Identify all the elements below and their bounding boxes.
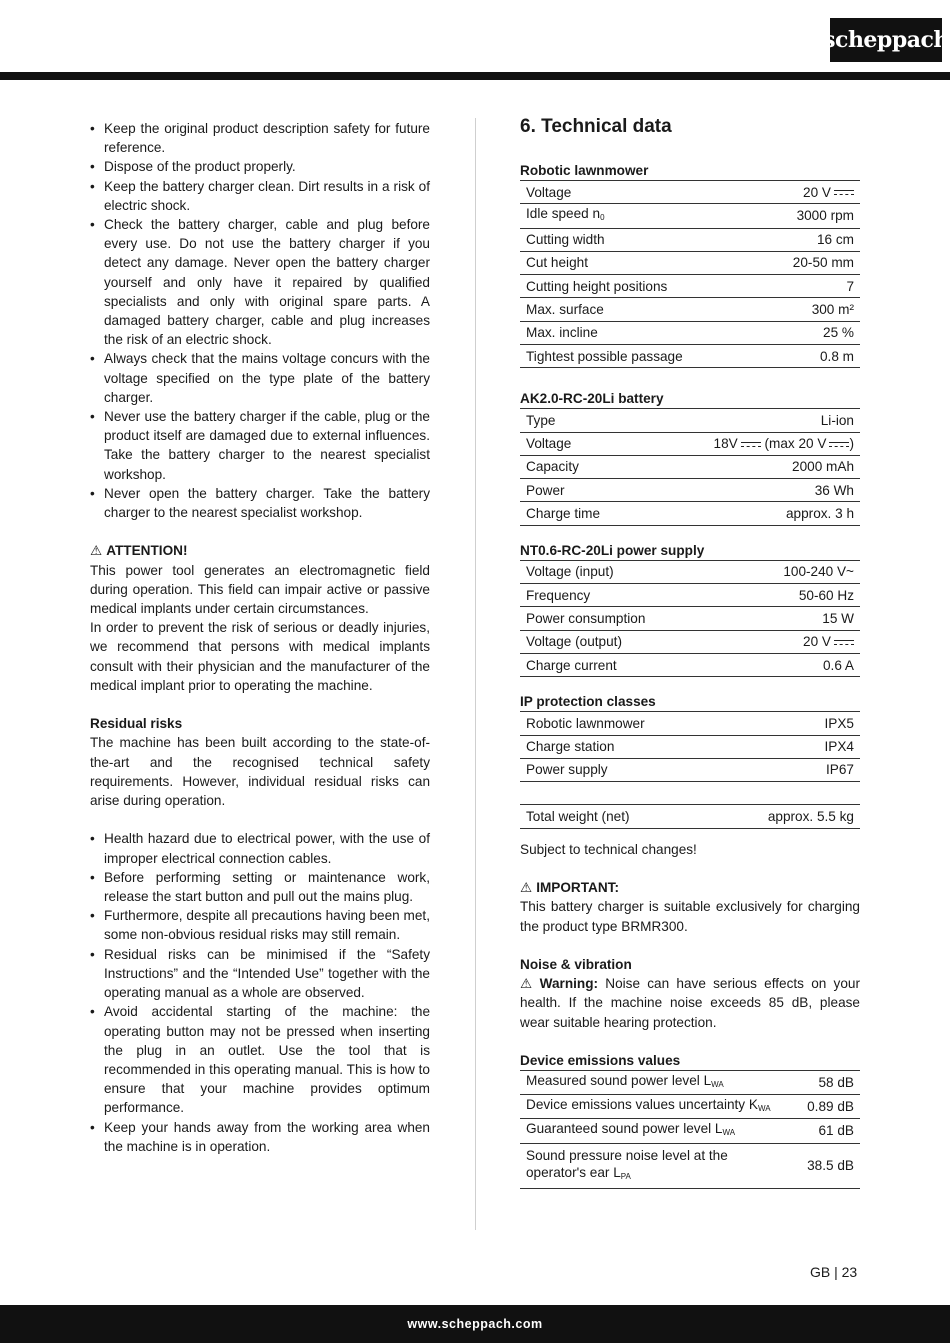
important-heading: ⚠ IMPORTANT:	[520, 880, 619, 896]
warning-icon: ⚠	[90, 543, 103, 559]
table-row	[520, 782, 860, 805]
table-row: Total weight (net) approx. 5.5 kg	[520, 805, 860, 828]
table-row: Voltage 20 V	[520, 181, 860, 204]
table-row: Measured sound power level $L_{WA}$ 58 dB	[520, 1070, 860, 1094]
noise-warning: ⚠ Warning: Noise can have serious effects on your health. If the machine noise exceeds 85 dB, please wear suitable hearing protection.	[520, 976, 861, 1030]
brand-logo: scheppach	[830, 18, 942, 62]
mower-spec-table	[520, 180, 860, 368]
table-row: Charge time approx. 3 h	[520, 502, 860, 525]
mower-table-title: Robotic lawnmower	[520, 163, 649, 178]
page-number: GB | 23	[810, 1264, 858, 1280]
emissions-table-title: Device emissions values	[520, 1052, 681, 1068]
table-row: Robotic lawnmower IPX5	[520, 712, 860, 735]
noise-heading: Noise & vibration	[520, 956, 632, 972]
table-row: Cutting width 16 cm	[520, 228, 860, 251]
footer-bar	[0, 1305, 950, 1343]
list-item: • Avoid accidental starting of the machine: the operating button may not be pressed when inserting the plug in an outlet. Use the tool that is recommended in this operating manual. This is how to ensure that your machine provides optimum performance.	[90, 1002, 430, 1117]
safety-list	[90, 119, 430, 522]
list-item: • Never open the battery charger. Take the battery charger to the nearest specialist workshop.	[90, 484, 430, 522]
table-row: Tightest possible passage 0.8 m	[520, 344, 860, 367]
table-row: Voltage (output) 20 V	[520, 630, 860, 653]
list-item: • Keep the original product description safety for future reference.	[90, 119, 430, 157]
list-item: • Health hazard due to electrical power, with the use of improper electrical connection cables.	[90, 829, 430, 867]
section-title: 6. Technical data	[520, 116, 672, 137]
list-item: • Never use the battery charger if the cable, plug or the product itself are damaged due to external influences. Take the battery charger to the nearest specialist workshop.	[90, 407, 430, 484]
list-item: • Before performing setting or maintenance work, release the start button and pull out the mains plug.	[90, 868, 430, 906]
residual-risks-heading: Residual risks	[90, 716, 183, 732]
list-item: • Keep your hands away from the working area when the machine is in operation.	[90, 1118, 430, 1156]
attention-heading: ⚠ ATTENTION!	[90, 543, 188, 559]
subject-note: Subject to technical changes!	[520, 841, 697, 857]
battery-spec-table	[520, 408, 860, 525]
table-row: Idle speed $n_0$ 3000 rpm	[520, 204, 860, 228]
supply-spec-table	[520, 560, 860, 677]
attention-text-1: This power tool generates an electromagnetic field during operation. This field can impair active or passive medical implants under certain circumstances.	[90, 562, 430, 617]
left-column	[90, 119, 430, 1156]
warning-icon: ⚠	[520, 976, 536, 992]
dc-symbol-icon	[834, 189, 854, 197]
right-column	[520, 114, 860, 1189]
ip-spec-table	[520, 711, 860, 828]
important-text: This battery charger is suitable exclusively for charging the product type BRMR300.	[520, 899, 860, 934]
attention-text-2: In order to prevent the risk of serious or deadly injuries, we recommend that persons with medical implants consult with their physician and the manufacturer of the medical implant prior to operating the machine.	[90, 620, 430, 693]
header-bar	[0, 72, 950, 80]
list-item: • Residual risks can be minimised if the “Safety Instructions” and the “Intended Use” together with the operating manual as a whole are observed.	[90, 945, 430, 1003]
table-row: Max. incline 25 %	[520, 321, 860, 344]
table-row: Device emissions values uncertainty $K_{WA}$ 0.89 dB	[520, 1095, 860, 1119]
list-item: • Furthermore, despite all precautions having been met, some non-obvious residual risks may still remain.	[90, 906, 430, 944]
emissions-spec-table	[520, 1070, 860, 1189]
dc-symbol-icon	[829, 441, 849, 449]
table-row: Cut height 20-50 mm	[520, 251, 860, 274]
supply-table-title: NT0.6-RC-20Li power supply	[520, 542, 705, 558]
list-item: • Keep the battery charger clean. Dirt results in a risk of electric shock.	[90, 177, 430, 215]
table-row: Charge current 0.6 A	[520, 653, 860, 676]
footer-url[interactable]: www.scheppach.com	[407, 1317, 543, 1331]
list-item: • Always check that the mains voltage concurs with the voltage specified on the type plate of the battery charger.	[90, 349, 430, 407]
table-row: Cutting height positions 7	[520, 275, 860, 298]
battery-table-title: AK2.0-RC-20Li battery	[520, 391, 664, 407]
residual-risks-list	[90, 829, 430, 1155]
table-row: Power 36 Wh	[520, 479, 860, 502]
table-row: Power consumption 15 W	[520, 607, 860, 630]
table-row: Max. surface 300 m²	[520, 298, 860, 321]
table-row: Frequency 50-60 Hz	[520, 584, 860, 607]
table-row: Guaranteed sound power level $L_{WA}$ 61 dB	[520, 1119, 860, 1143]
dc-symbol-icon	[741, 441, 761, 449]
table-row: Charge station IPX4	[520, 735, 860, 758]
dc-symbol-icon	[834, 639, 854, 647]
table-row: Voltage (input) 100-240 V~	[520, 560, 860, 583]
table-row: Type Li-ion	[520, 409, 860, 432]
column-divider	[475, 118, 476, 1230]
table-row: Power supply IP67	[520, 758, 860, 781]
ip-table-title: IP protection classes	[520, 694, 656, 710]
table-row: Sound pressure noise level at the operator's ear $L_{PA}$ 38.5 dB	[520, 1143, 860, 1188]
table-row: Voltage 18V (max 20 V )	[520, 432, 860, 455]
list-item: • Dispose of the product properly.	[90, 157, 430, 176]
residual-risks-text: The machine has been built according to the state-of-the-art and the recognised technical safety requirements. However, individual residual risks can arise during operation.	[90, 735, 430, 809]
warning-icon: ⚠	[520, 880, 533, 896]
table-row: Capacity 2000 mAh	[520, 455, 860, 478]
list-item: • Check the battery charger, cable and plug before every use. Do not use the battery charger if you detect any damage. Never open the battery charger yourself and only have it repaired by qualified specialists and only with original spare parts. A damaged battery charger, cable and plug increases the risk of an electric shock.	[90, 215, 430, 349]
